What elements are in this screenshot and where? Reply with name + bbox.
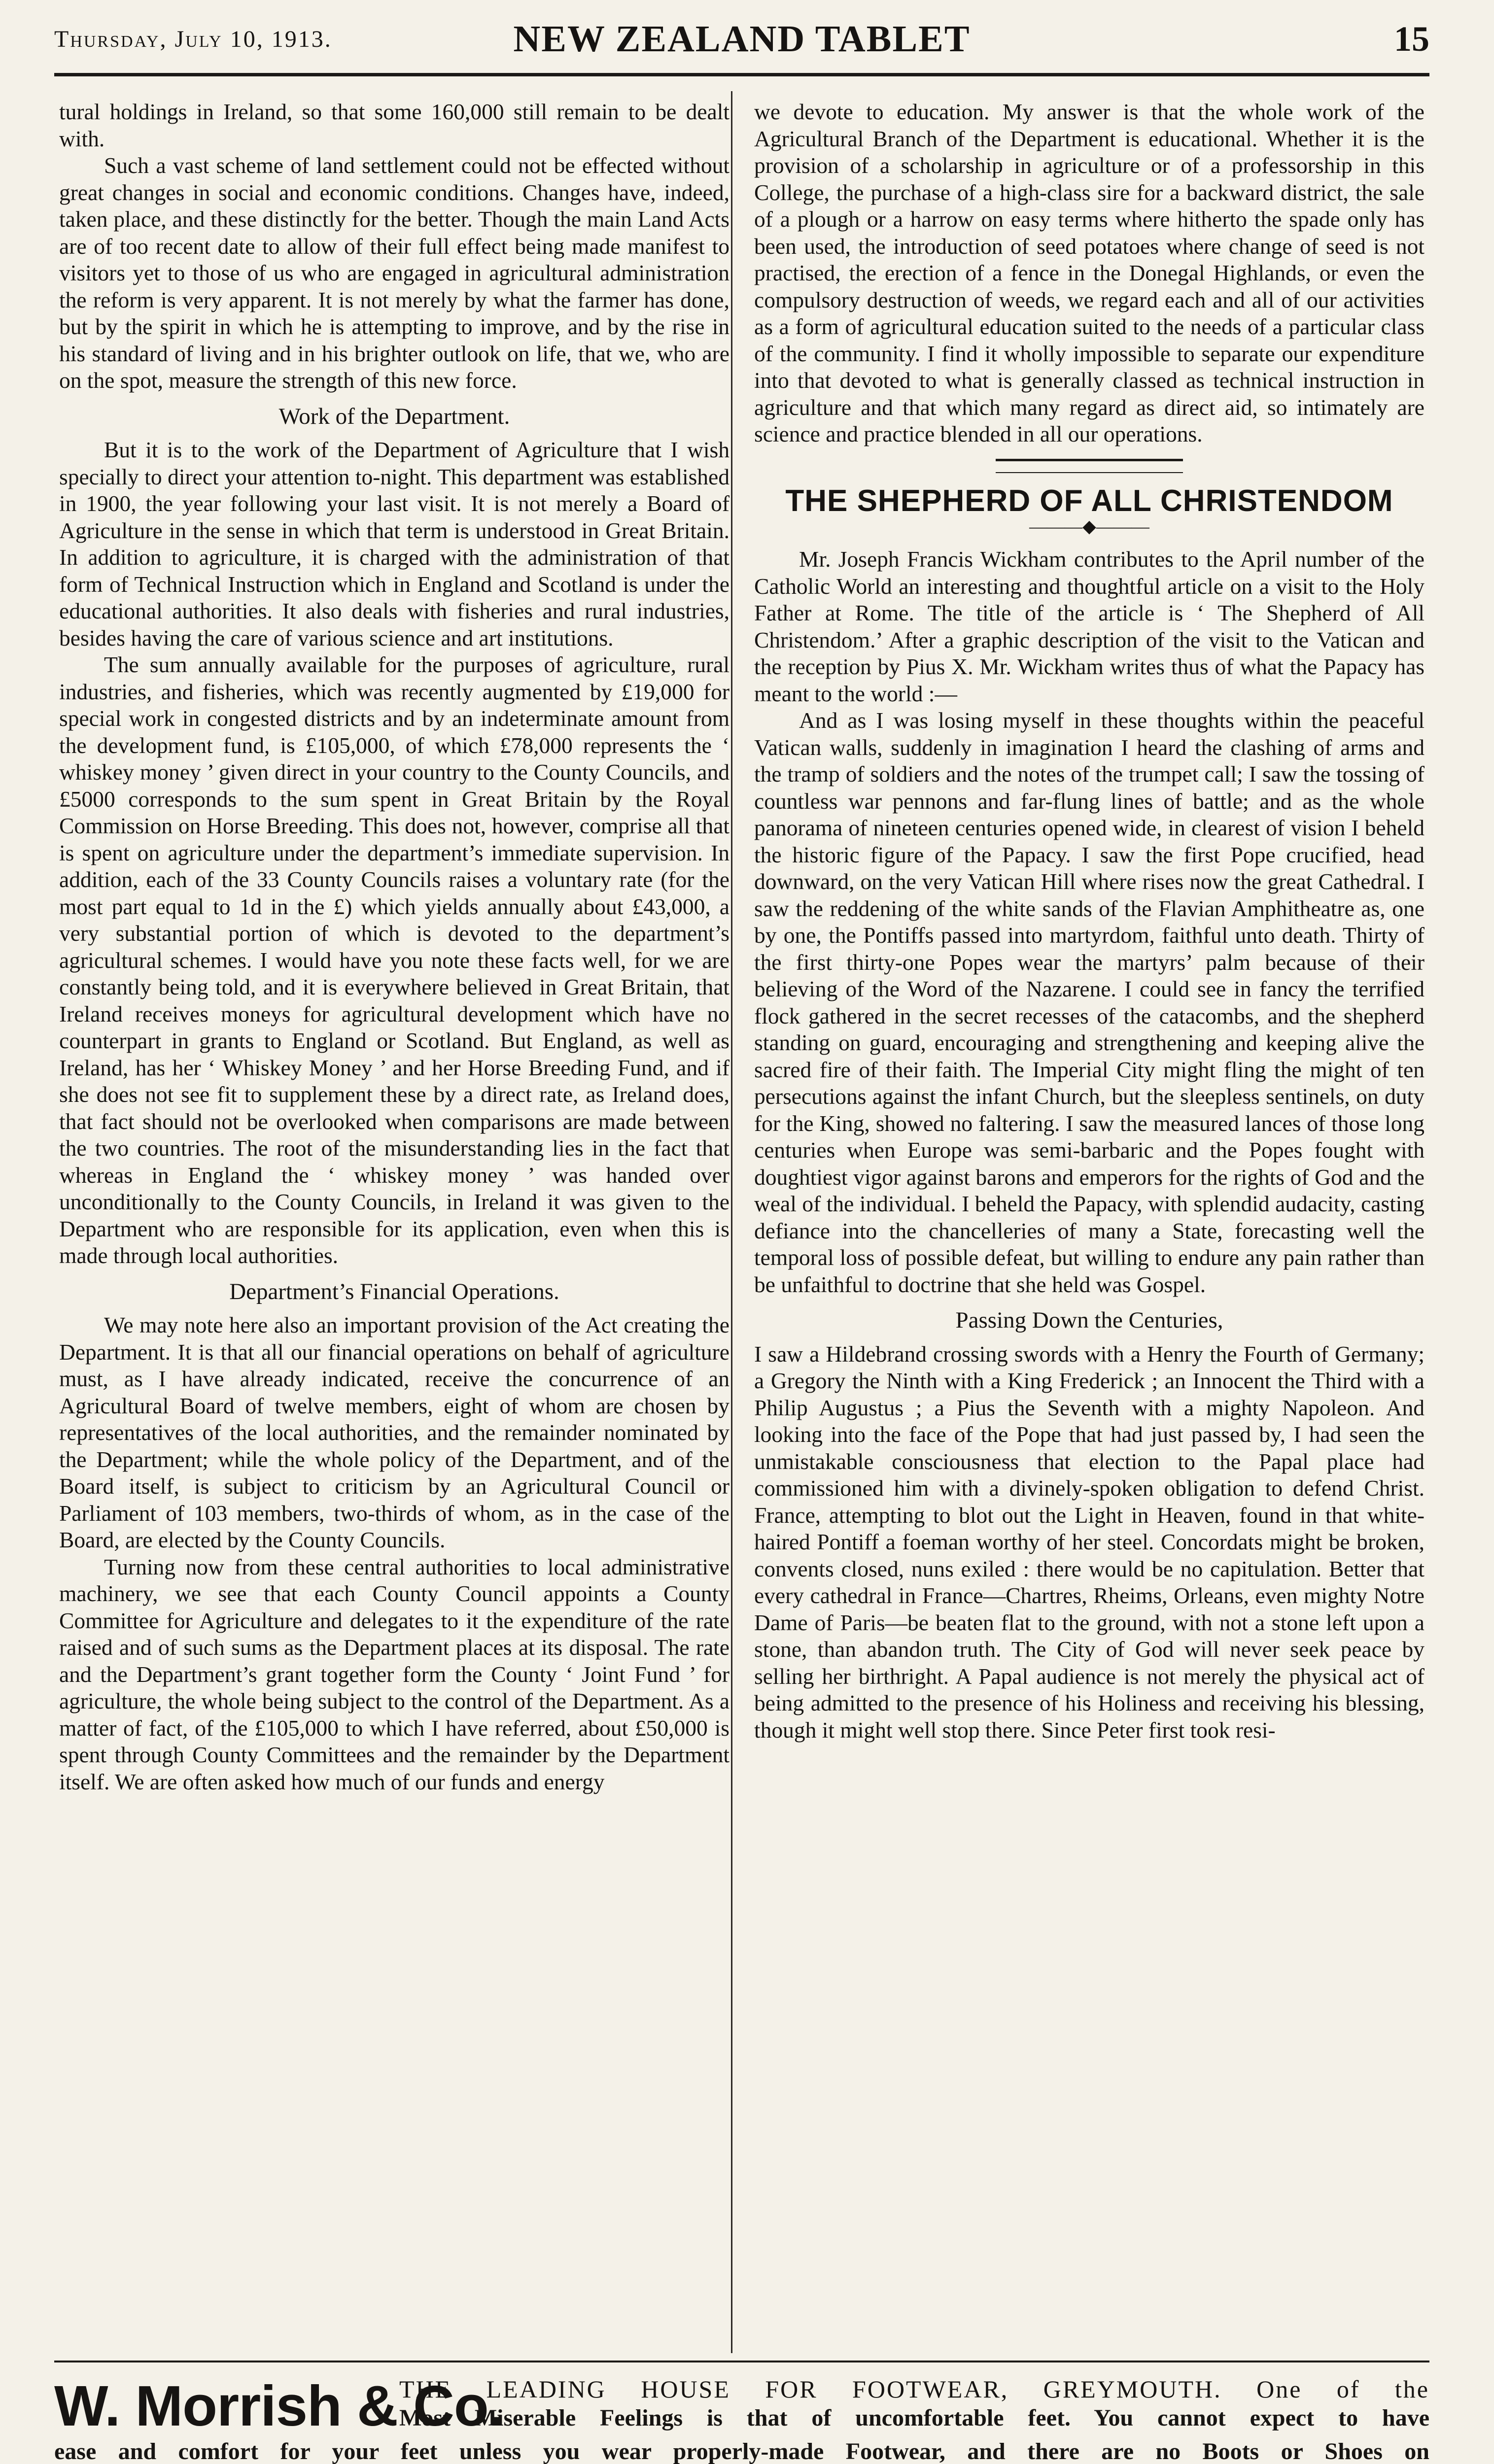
article-paragraph: Such a vast scheme of land settlement could not be effected without great changes in social and economic conditions. Changes have, indeed, taken place, and these distinctly for the better. Though the main Land Acts are of too recent date to allow of their full effect being made manifest to visitors yet to those of us who are engaged in agricultural administration the reform is very apparent. It is not merely by what the farmer has done, but by the spirit in which he is attempting to improve, and by the rise in his standard of living and in his brighter outlook on life, that we, who are on the spot, measure the strength of this new force. — [59, 153, 730, 393]
section-subhead: Work of the Department. — [278, 403, 510, 429]
article-paragraph: The sum annually available for the purposes of agriculture, rural industries, and fisheries, which was recently augmented by £19,000 for special work in congested districts and by an indeterminate amount from the development fund, is £105,000, of which £78,000 represents the ‘ whiskey money ’ given direct in your country to the County Councils, and £5000 corresponds to the sum spent in Great Britain by the Royal Commission on Horse Breeding. This does not, however, comprise all that is spent on agriculture under the department’s immediate supervision. In addition, each of the 33 County Councils raises a voluntary rate (for the most part equal to 1d in the £) which yields annually about £43,000, a very substantial portion of which is devoted to the department’s agricultural schemes. I would have you note these facts well, for we are constantly being told, and it is everywhere believed in Great Britain, that Ireland receives moneys for agricultural development which have no counterpart in grants to England or Scotland. But England, as well as Ireland, has her ‘ Whiskey Money ’ and her Horse Breeding Fund, and if she does not see fit to supplement these by a direct rate, as Ireland does, that fact should not be overlooked when comparisons are made between the two countries. The root of the misunderstanding lies in the fact that whereas in England the ‘ whiskey money ’ was handed over unconditionally to the County Councils, in Ireland it was given to the Department who are responsible for its application, even when this is made through local authorities. — [59, 652, 730, 1268]
right-column — [754, 99, 1425, 2351]
section-subhead: Passing Down the Centuries, — [955, 1307, 1223, 1333]
advert-brand: W. Morrish & Co. — [54, 2374, 504, 2438]
article-separator — [996, 459, 1183, 473]
advertisement — [54, 2368, 1429, 2464]
page-number: 15 — [1394, 19, 1429, 59]
advert-line: ease and comfort for your feet unless you wear properly-made Footwear, and there are no Boots or Shoes on — [54, 2438, 1429, 2464]
article-paragraph: tural holdings in Ireland, so that some 160,000 still remain to be dealt with. — [59, 99, 730, 151]
masthead-rule — [54, 73, 1429, 76]
article-headline: THE SHEPHERD OF ALL CHRISTENDOM — [785, 483, 1393, 518]
column-divider — [731, 91, 732, 2353]
advert-rule — [54, 2361, 1429, 2362]
article-paragraph: And as I was losing myself in these thoughts within the peaceful Vatican walls, suddenly in imagination I heard the clashing of arms and the tramp of soldiers and the notes of the trumpet call; I saw the tossing of countless war pennons and far-flung lines of battle; and as the whole panorama of nineteen centuries opened wide, in clearest of vision I beheld the historic figure of the Papacy. I saw the first Pope crucified, head downward, on the very Vatican Hill where rises now the great Cathedral. I saw the reddening of the white sands of the Flavian Amphitheatre as, one by one, the Pontiffs passed into martyrdom, faithful unto death. Thirty of the first thirty-one Popes wear the martyrs’ palm because of their believing of the Word of the Nazarene. I could see in fancy the terrified flock gathered in the secret recesses of the catacombs, and the shepherd standing on guard, encouraging and strengthening and keeping alive the sacred fire of their faith. The Imperial City might fling the might of ten persecutions against the infant Church, but the sleepless sentinels, on duty for the King, showed no faltering. I saw the measured lances of those long centuries when Europe was semi-barbaric and the Popes fought with doughtiest vigor against barons and emperors for the rights of God and the weal of the individual. I beheld the Papacy, with splendid audacity, casting defiance into the chancelleries of many a State, forecasting well the temporal loss of possible defeat, but willing to endure any pain rather than be unfaithful to doctrine that she held was Gospel. — [754, 708, 1425, 1297]
headline-ornament: ———◆——— — [1029, 516, 1149, 536]
masthead — [54, 15, 1429, 69]
article-paragraph: Turning now from these central authorities to local administrative machinery, we see that each County Council appoints a County Committee for Agriculture and delegates to it the expenditure of the rate raised and of such sums as the Department places at its disposal. The rate and the Department’s grant together form the County ‘ Joint Fund ’ for agriculture, the whole being subject to the control of the Department. As a matter of fact, of the £105,000 to which I have referred, about £50,000 is spent through County Committees and the remainder by the Department itself. We are often asked how much of our funds and energy — [59, 1554, 730, 1794]
advert-line: Most Miserable Feelings is that of uncomfortable feet. You cannot expect to have — [399, 2405, 1429, 2431]
article-paragraph: We may note here also an important provision of the Act creating the Department. It is that all our financial operations on behalf of agriculture must, as I have already indicated, receive the concurrence of an Agricultural Board of twelve members, eight of whom are chosen by representatives of the local authorities, and the remainder nominated by the Department; while the whole policy of the Department, and of the Board itself, is subject to criticism by an Agricultural Council or Parliament of 103 members, two-thirds of whom, as in the case of the Board, are elected by the County Councils. — [59, 1312, 730, 1552]
advert-line: THE LEADING HOUSE FOR FOOTWEAR, GREYMOUTH. One of the — [399, 2375, 1429, 2403]
article-paragraph: I saw a Hildebrand crossing swords with a Henry the Fourth of Germany; a Gregory the Ninth with a King Frederick ; an Innocent the Third with a Philip Augustus ; a Pius the Seventh with a mighty Napoleon. And looking into the face of the Pope that had just passed by, I had seen the unmistakable consciousness that election to the Papal place had commissioned him with a divinely-spoken obligation to defend Christ. France, attempting to blot out the Light in Heaven, found in that white-haired Pontiff a foeman worthy of her steel. Concordats might be broken, convents closed, nuns exiled : there would be no capitulation. Better that every cathedral in France—Chartres, Rheims, Orleans, even mighty Notre Dame of Paris—be beaten flat to the ground, with not a stone left upon a stone, than abandon truth. The City of God will never seek peace by selling her birthright. A Papal audience is not merely the physical act of being admitted to the presence of his Holiness and receiving his blessing, though it might well stop there. Since Peter first took resi- — [754, 1341, 1425, 1743]
issue-date: Thursday, July 10, 1913. — [54, 26, 332, 52]
article-paragraph: Mr. Joseph Francis Wickham contributes to the April number of the Catholic World an interesting and thoughtful article on a visit to the Holy Father at Rome. The title of the article is ‘ The Shepherd of All Christendom.’ After a graphic description of the visit to the Vatican and the reception by Pius X. Mr. Wickham writes thus of what the Papacy has meant to the world :— — [754, 547, 1425, 706]
left-column — [59, 99, 730, 2351]
article-paragraph: we devote to education. My answer is that the whole work of the Agricultural Branch of the Department is educational. Whether it is the provision of a scholarship in agriculture or of a professorship in this College, the purchase of a high-class sire for a backward district, the sale of a plough or a harrow on easy terms where hitherto the spade only has been used, the introduction of seed potatoes where change of seed is not practised, the erection of a fence in the Donegal Highlands, or even the compulsory destruction of weeds, we regard each and all of our activities as a form of agricultural education suited to the needs of a particular class of the community. I find it wholly impossible to separate our expenditure into that devoted to what is generally classed as technical instruction in agriculture and that which many regard as direct aid, so intimately are science and practice blended in all our operations. — [754, 99, 1425, 446]
article-paragraph: But it is to the work of the Department of Agriculture that I wish specially to direct your attention to-night. This department was established in 1900, the year following your last visit. It is not merely a Board of Agriculture in the sense in which that term is understood in Great Britain. In addition to agriculture, it is charged with the administration of that form of Technical Instruction which in England and Scotland is under the educational authorities. It also deals with fisheries and rural industries, besides having the care of various science and art institutions. — [59, 437, 730, 650]
newspaper-title: NEW ZEALAND TABLET — [513, 18, 971, 60]
section-subhead: Department’s Financial Operations. — [229, 1278, 559, 1304]
